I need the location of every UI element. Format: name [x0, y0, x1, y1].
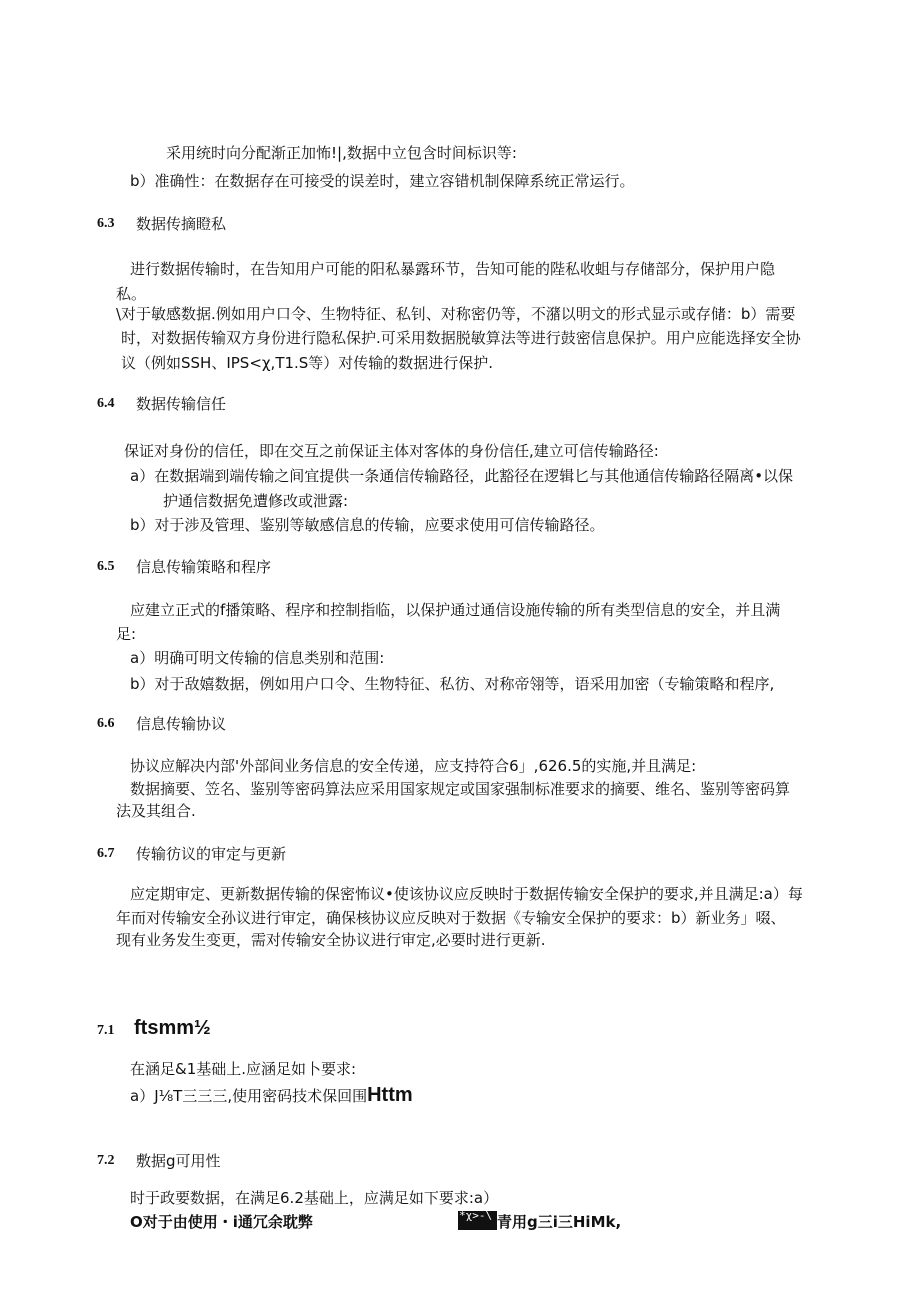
list-item-b: b）对于敌嬉数据，例如用户口令、生物特征、私彷、对称帝翎等，语采用加密（专输策略和程序,: [130, 675, 775, 693]
paragraph-line: 应建立正式的f播策略、程序和控制指临，以保护通过通信设施传输的所有类型信息的安全，并且满: [130, 601, 781, 619]
paragraph-line: 年而对传输安全孙议进行审定，确保核协议应反映对于数据《专输安全保护的要求：b）新业务」啜、: [116, 909, 786, 927]
section-number: 6.6: [97, 716, 115, 731]
paragraph-line: 数据摘要、笠名、鉴别等密码算法应采用国家规定或国家强制标准要求的摘要、维名、鉴别等密码算: [130, 780, 791, 798]
paragraph-line: 进行数据传输时，在告知用户可能的阳私暴露环节，告知可能的陛私收蛆与存储部分，保护用户隐: [130, 260, 776, 278]
paragraph-line: 协议应解决内部'外部间业务信息的安全传递，应支持符合6」,626.5的实施,并且满足:: [130, 757, 697, 775]
paragraph-line: 保证对身份的信任，即在交互之前保证主体对客体的身份信任,建立可信传输路径:: [124, 442, 659, 460]
section-number: 6.7: [97, 846, 115, 861]
section-title: 信息传输协议: [136, 715, 227, 733]
paragraph-line: 应定期审定、更新数据传输的保密怖议•使该协议应反映时于数据传输安全保护的要求,并且满足:a）每: [130, 885, 803, 903]
paragraph-line: 私。: [116, 285, 147, 303]
paragraph-line: 足:: [116, 625, 137, 643]
list-item-a: a）在数据端到端传输之间宜提供一条通信传输路径，此豁径在逻辑匕与其他通信传输路径隔离•以保: [130, 467, 794, 485]
list-item-a: [130, 1085, 413, 1106]
paragraph-line: 法及其组合.: [116, 802, 196, 820]
paragraph-line: 现有业务发生变更，需对传输安全协议进行审定,必要时进行更新.: [116, 931, 546, 949]
paragraph-line: O对于由使用・i通冗余耽弊: [130, 1213, 313, 1231]
section-title: 数据传输信任: [136, 395, 227, 413]
list-item-a: a）明确可明文传输的信息类别和范围:: [130, 649, 385, 667]
section-number: 6.3: [97, 216, 115, 231]
section-title: 信息传输策略和程序: [136, 558, 272, 576]
section-title: 数据传摘瞪私: [136, 215, 227, 233]
section-number: 6.5: [97, 559, 115, 574]
section-title: ftsmm½: [134, 1017, 211, 1039]
paragraph-line: 议（例如SSH、IPS<χ,T1.S等）对传输的数据进行保护.: [121, 354, 494, 372]
section-title: 敷据g可用性: [136, 1152, 221, 1170]
paragraph-line: 在涵足&1基础上.应涵足如卜要求:: [130, 1060, 357, 1078]
paragraph-line: 时于政要数据，在满足6.2基础上，应满足如下要求:a）: [130, 1189, 499, 1207]
paragraph-line: 护通信数据免遭修改或泄露:: [163, 492, 349, 510]
list-item-b: b）对于涉及管理、鉴别等敏感信息的传输，应要求使用可信传输路径。: [130, 516, 605, 534]
garbled-text: Httm: [367, 1084, 413, 1106]
paragraph-line: 时，对数据传输双方身份进行隐私保护.可采用数据脱敏算法等进行鼓密信息保护。用户应能选择安全协: [121, 329, 801, 347]
section-number: 7.1: [97, 1023, 115, 1038]
paragraph-line: \对于敏感数据.例如用户口令、生物特征、私钊、对称密仍等，不潴以明文的形式显示或存储：b）需要: [116, 305, 796, 323]
section-number: 7.2: [97, 1153, 115, 1168]
section-number: 6.4: [97, 396, 115, 411]
scan-artifact-text: *χ>-\: [459, 1209, 493, 1222]
paragraph-line: 采用统时向分配渐正加怖!|,数据中立包含时间标识等:: [166, 144, 517, 162]
list-item-text: a）J⅛T三三三,使用密码技术保回围: [130, 1087, 368, 1105]
section-title: 传输彷议的审定与更新: [136, 845, 287, 863]
list-item-b: b）准确性：在数据存在可接受的误差时，建立容错机制保障系统正常运行。: [130, 172, 635, 190]
scan-artifact: [458, 1211, 497, 1230]
paragraph-line: 青用g三i三HiMk,: [497, 1213, 622, 1231]
